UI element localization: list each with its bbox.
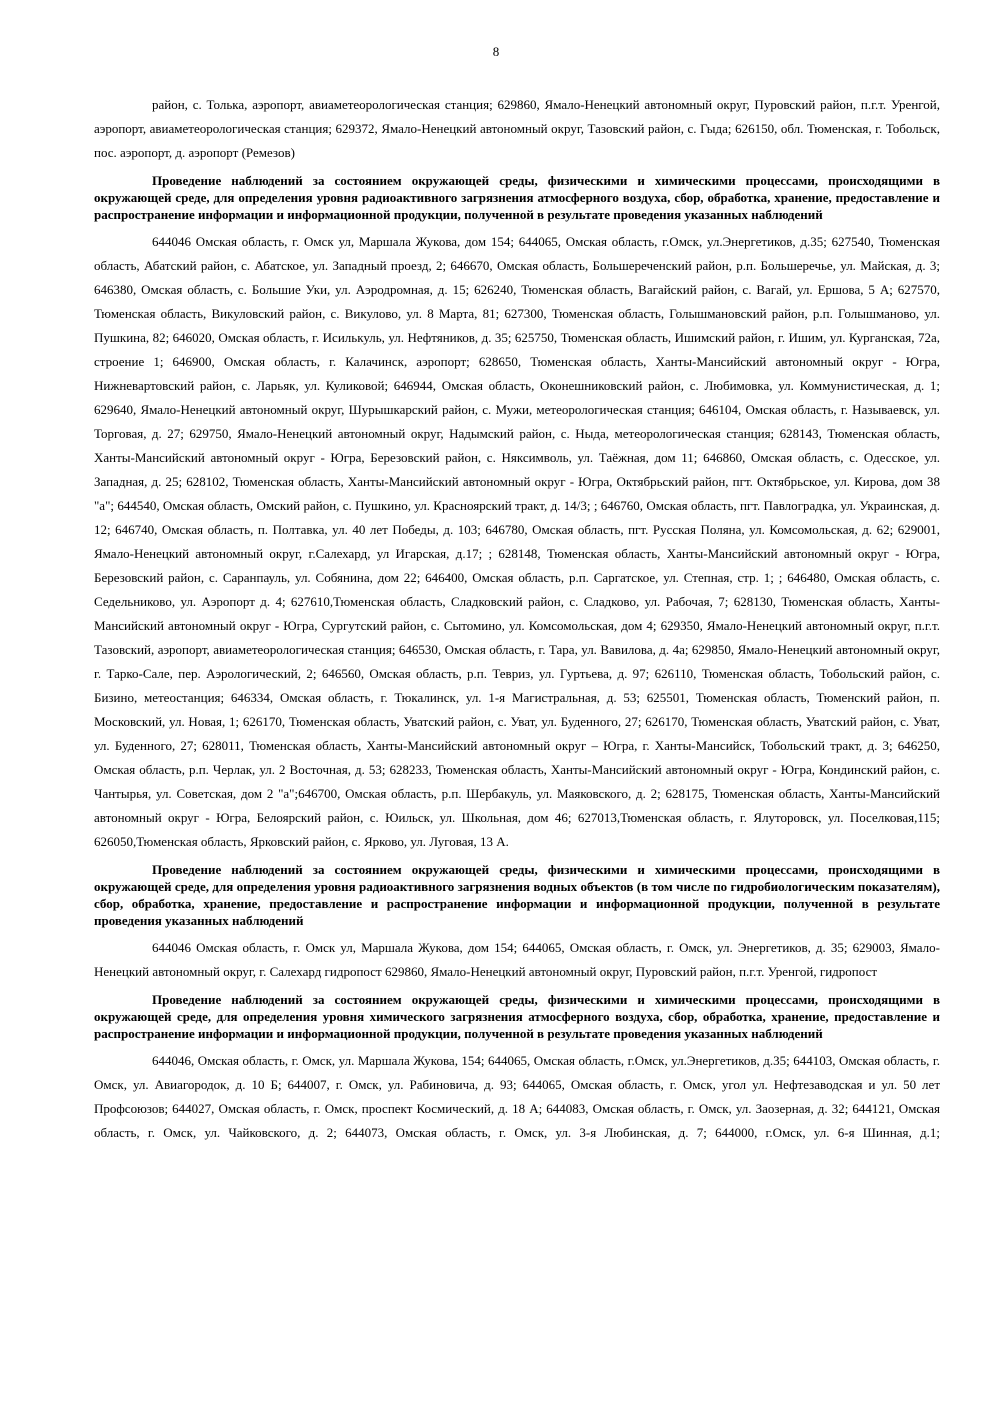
spacer — [94, 854, 940, 861]
section-heading: Проведение наблюдений за состоянием окружающей среды, физическими и химическими процессами, происходящими в окружающей среде, для определения уровня химического загрязнения атмосферного воздуха, сбор, обработка, хранение, предоставление и распространение информации и информационной продукции, полученной в результате проведения указанных наблюдений — [94, 992, 940, 1041]
address-paragraph: район, с. Толька, аэропорт, авиаметеорологическая станция; 629860, Ямало-Ненецкий автономный округ, Пуровский район, п.г.т. Уренгой, аэропорт, авиаметеорологическая станция; 629372, Ямало-Ненецкий автономный округ, Тазовский район, с. Гыда; 626150, обл. Тюменская, г. Тобольск, пос. аэропорт, д. аэропорт (Ремезов) — [94, 97, 940, 160]
section-heading: Проведение наблюдений за состоянием окружающей среды, физическими и химическими процессами, происходящими в окружающей среде, для определения уровня радиоактивного загрязнения водных объектов (в том числе по гидробиологическим показателям), сбор, обработка, хранение, предоставление и распространение информации и информационной продукции, полученной в результате проведения указанных наблюдений — [94, 862, 940, 928]
spacer — [94, 1042, 940, 1049]
spacer — [94, 223, 940, 230]
spacer — [94, 165, 940, 172]
spacer — [94, 984, 940, 991]
address-paragraph: 644046, Омская область, г. Омск, ул. Маршала Жукова, 154; 644065, Омская область, г.Омск, ул.Энергетиков, д.35; 644103, Омская область, г. Омск, ул. Авиагородок, д. 10 Б; 644007, г. Омск, ул. Рабиновича, д. 93; 644065, Омская область, г. Омск, угол ул. Нефтезаводская и ул. 50 лет Профсоюзов; 644027, Омская область, г. Омск, проспект Космический, д. 18 А; 644083, Омская область, г. Омск, ул. Заозерная, д. 32; 644121, Омская область, г. Омск, ул. Чайковского, д. 2; 644073, Омская область, г. Омск, ул. 3-я Любинская, д. 7; 644000, г.Омск, ул. 6-я Шинная, д.1; — [94, 1053, 940, 1140]
address-paragraph: 644046 Омская область, г. Омск ул, Маршала Жукова, дом 154; 644065, Омская область, г.Омск, ул.Энергетиков, д.35; 627540, Тюменская область, Абатский район, с. Абатское, ул. Западный проезд, 2; 646670, Омская область, Большереченский район, р.п. Большеречье, ул. Майская, д. 3; 646380, Омская область, с. Большие Уки, ул. Аэродромная, д. 15; 626240, Тюменская область, Вагайский район, с. Вагай, ул. Ершова, 5 А; 627570, Тюменская область, Викуловский район, с. Викулово, ул. 8 Марта, 81; 627300, Тюменская область, Голышмановский район, р.п. Голышманово, ул. Пушкина, 82; 646020, Омская область, г. Исилькуль, ул. Нефтяников, д. 35; 625750, Тюменская область, Ишимский район, г. Ишим, ул. Курганская, 72а, строение 1; 646900, Омская область, г. Калачинск, аэропорт; 628650, Тюменская область, Ханты-Мансийский автономный округ - Югра, Нижневартовский район, с. Ларьяк, ул. Куликовой; 646944, Омская область, Оконешниковский район, с. Любимовка, ул. Коммунистическая, д. 1; 629640, Ямало-Ненецкий автономный округ, Шурышкарский район, с. Мужи, метеорологическая станция; 646104, Омская область, г. Называевск, ул. Торговая, д. 27; 629750, Ямало-Ненецкий автономный округ, Надымский район, с. Ныда, метеорологическая станция; 628143, Тюменская область, Ханты-Мансийский автономный округ - Югра, Березовский район, с. Няксимволь, ул. Таёжная, дом 11; 646860, Омская область, с. Одесское, ул. Западная, д. 25; 628102, Тюменская область, Ханты-Мансийский автономный округ - Югра, Октябрьский район, пгт. Октябрьское, ул. Кирова, дом 38 "а"; 644540, Омская область, Омский район, с. Пушкино, ул. Красноярский тракт, д. 14/3; ; 646760, Омская область, пгт. Павлоградка, ул. Украинская, д. 12; 646740, Омская область, п. Полтавка, ул. 40 лет Победы, д. 103; 646780, Омская область, пгт. Русская Поляна, ул. Комсомольская, д. 62; 629001, Ямало-Ненецкий автономный округ, г.Салехард, ул Игарская, д.17; ; 628148, Тюменская область, Ханты-Мансийский автономный округ - Югра, Березовский район, с. Саранпауль, ул. Собянина, дом 22; 646400, Омская область, р.п. Саргатское, ул. Степная, стр. 1; ; 646480, Омская область, с. Седельниково, ул. Аэропорт д. 4; 627610,Тюменская область, Сладковский район, с. Сладково, ул. Рабочая, 7; 628130, Тюменская область, Ханты-Мансийский автономный округ - Югра, Сургутский район, с. Сытомино, ул. Комсомольская, дом 4; 629350, Ямало-Ненецкий автономный округ, п.г.т. Тазовский, аэропорт, авиаметеорологическая станция; 646530, Омская область, г. Тара, ул. Вавилова, д. 4а; 629850, Ямало-Ненецкий автономный округ, г. Тарко-Сале, пер. Аэрологический, 2; 646560, Омская область, р.п. Тевриз, ул. Гуртьева, д. 97; 626110, Тюменская область, Тобольский район, с. Бизино, метеостанция; 646334, Омская область, г. Тюкалинск, ул. 1-я Магистральная, д. 53; 625501, Тюменская область, Тюменский район, п. Московский, ул. Новая, 1; 626170, Тюменская область, Уватский район, с. Уват, ул. Буденного, 27; 626170, Тюменская область, Уватский район, с. Уват, ул. Буденного, 27; 628011, Тюменская область, Ханты-Мансийский автономный округ – Югра, г. Ханты-Мансийск, Тобольский тракт, д. 3; 646250, Омская область, р.п. Черлак, ул. 2 Восточная, д. 53; 628233, Тюменская область, Ханты-Мансийский автономный округ - Югра, Кондинский район, с. Чантырья, ул. Советская, дом 2 "а";646700, Омская область, р.п. Шербакуль, ул. Маяковского, д. 2; 628175, Тюменская область, Ханты-Мансийский автономный округ - Югра, Белоярский район, с. Юильск, ул. Школьная, дом 46; 627013,Тюменская область, г. Ялуторовск, ул. Поселковая,115; 626050,Тюменская область, Ярковский район, с. Ярково, ул. Луговая, 13 А. — [94, 234, 940, 849]
spacer — [94, 929, 940, 936]
section-heading: Проведение наблюдений за состоянием окружающей среды, физическими и химическими процессами, происходящими в окружающей среде, для определения уровня радиоактивного загрязнения атмосферного воздуха, сбор, обработка, хранение, предоставление и распространение информации и информационной продукции, полученной в результате проведения указанных наблюдений — [94, 173, 940, 222]
page-number: 8 — [492, 44, 500, 59]
document-body — [94, 93, 940, 1145]
address-paragraph: 644046 Омская область, г. Омск ул, Маршала Жукова, дом 154; 644065, Омская область, г. Омск, ул. Энергетиков, д. 35; 629003, Ямало-Ненецкий автономный округ, г. Салехард гидропост 629860, Ямало-Ненецкий автономный округ, Пуровский район, п.г.т. Уренгой, гидропост — [94, 940, 940, 979]
